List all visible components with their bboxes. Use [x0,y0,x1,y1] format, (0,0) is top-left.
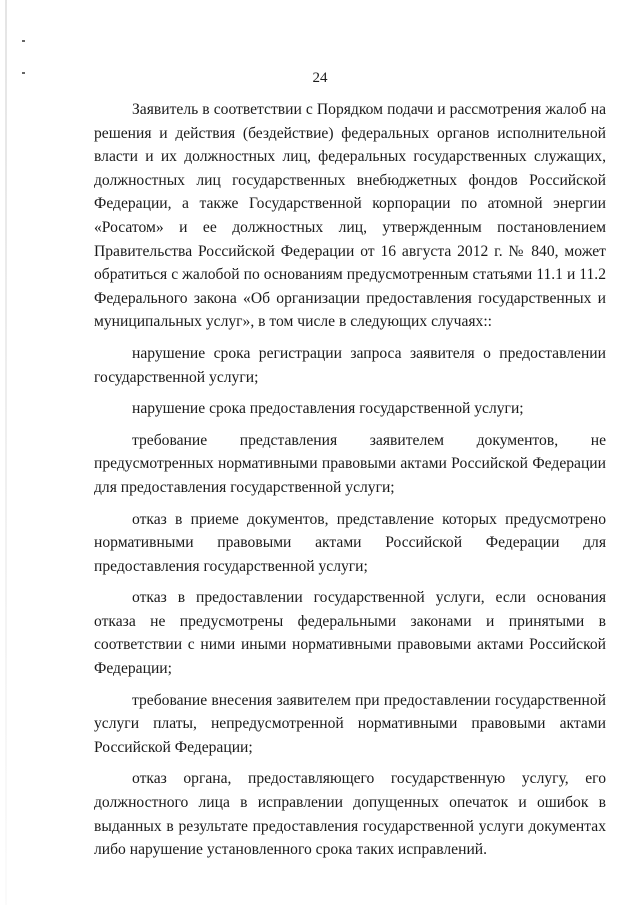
list-item: нарушение срока предоставления государственной услуги; [132,400,524,418]
list-item: нарушение срока регистрации запроса заявителя о предоставлении государственной услуги; [94,344,606,386]
list-item: требование представления заявителем документов, не предусмотренных нормативными правовыми актами Российской Федерации для предоставления государственной услуги; [94,431,606,496]
document-body [94,98,606,862]
list-item: отказ в предоставлении государственной услуги, если основания отказа не предусмотрены федеральными законами и принятыми в соответствии с ними иными нормативными правовыми актами Российской Федерации; [94,589,606,678]
list-item: отказ органа, предоставляющего государственную услугу, его должностного лица в исправлении допущенных опечаток и ошибок в выданных в результате предоставления государственной услуги документах либо нарушение установленного срока таких исправлений. [94,770,606,859]
page-number: 24 [312,70,328,86]
scan-edge-shadow [5,0,7,905]
list-item: требование внесения заявителем при предоставлении государственной услуги платы, непредусмотренной нормативными правовыми актами Российской Федерации; [94,691,606,756]
intro-paragraph: Заявитель в соответствии с Порядком подачи и рассмотрения жалоб на решения и действия (бездействие) федеральных органов исполнительной власти и их должностных лиц, федеральных государственных служащих, должностных лиц государственных внебюджетных фондов Российской Федерации, а также Государственной корпорации по атомной энергии «Росатом» и ее должностных лиц, утвержденным постановлением Правительства Российской Федерации от 16 августа 2012 г. № 840, может обратиться с жалобой по основаниям предусмотренным статьями 11.1 и 11.2 Федерального закона «Об организации предоставления государственных и муниципальных услуг», в том числе в следующих случаях:: [94,101,606,331]
scan-mark [22,40,25,42]
list-item: отказ в приеме документов, представление которых предусмотрено нормативными правовыми актами Российской Федерации для предоставления государственной услуги; [94,510,606,575]
